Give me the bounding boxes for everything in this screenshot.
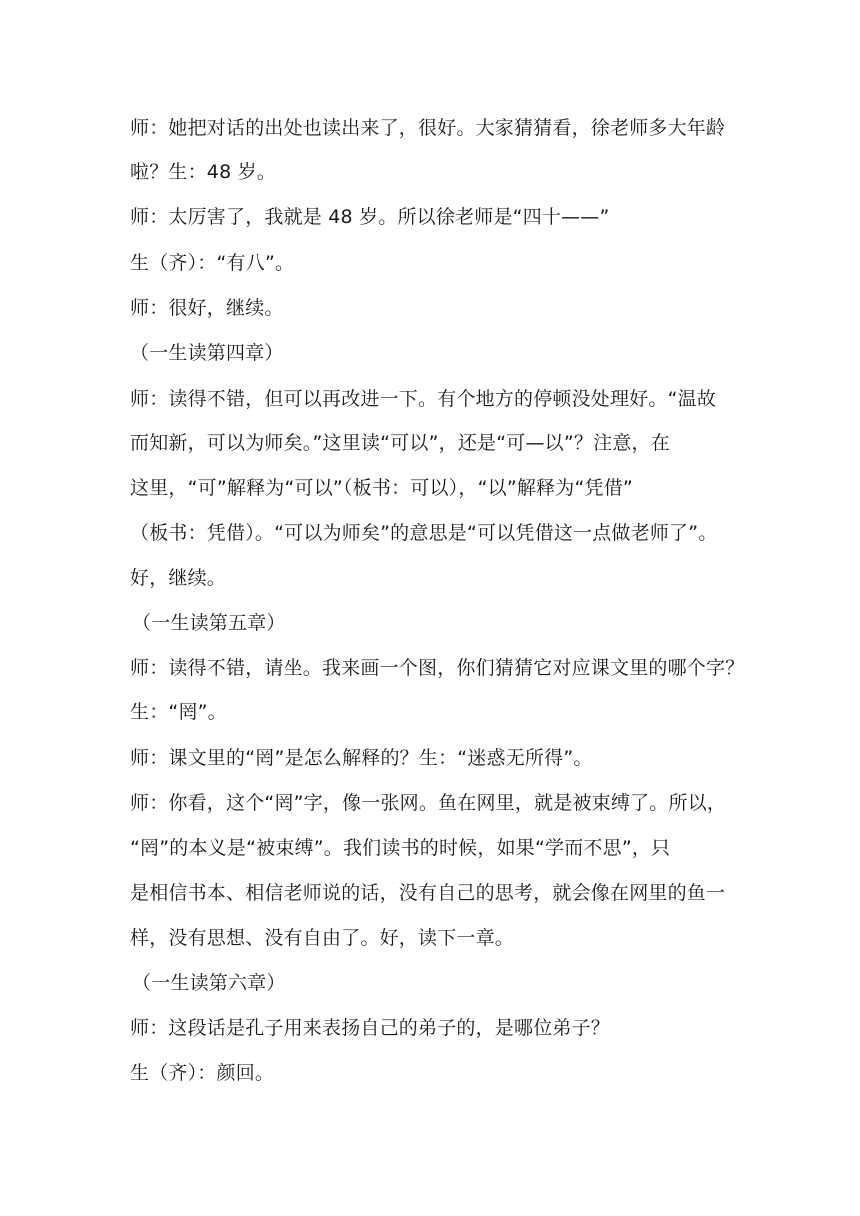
text-line: 师：读得不错，但可以再改进一下。有个地方的停顿没处理好。“温故: [130, 388, 717, 410]
text-line: 师：读得不错，请坐。我来画一个图，你们猜猜它对应课文里的哪个字？: [130, 657, 745, 679]
text-line: 啦？生：48 岁。: [130, 161, 277, 183]
text-line: “罔”的本义是“被束缚”。我们读书的时候，如果“学而不思”，只: [130, 837, 671, 859]
text-line: 师：很好，继续。: [130, 297, 284, 319]
text-line: 师：你看，这个“罔”字，像一张网。鱼在网里，就是被束缚了。所以，: [130, 792, 727, 814]
text-line: 师：太厉害了，我就是 48 岁。所以徐老师是“四十——”: [130, 206, 610, 228]
text-line: （一生读第四章）: [130, 342, 284, 364]
text-line: 是相信书本、相信老师说的话，没有自己的思考，就会像在网里的鱼一: [130, 882, 726, 904]
text-line: （一生读第五章）: [132, 612, 286, 634]
text-line: 师：她把对话的出处也读出来了，很好。大家猜猜看，徐老师多大年龄: [130, 117, 726, 139]
text-line: 好，继续。: [130, 567, 227, 589]
text-line: 生（齐）：“有八”。: [130, 252, 295, 274]
text-line: 生（齐）：颜回。: [130, 1062, 275, 1084]
text-line: 而知新，可以为师矣。”这里读“可以”，还是“可—以”？注意，在: [130, 432, 670, 454]
text-line: 生：“罔”。: [130, 701, 227, 723]
text-line: 这里，“可”解释为“可以”（板书：可以），“以”解释为“凭借”: [130, 477, 633, 499]
text-line: 师：课文里的“罔”是怎么解释的？生：“迷惑无所得”。: [130, 747, 593, 769]
text-line: （一生读第六章）: [132, 972, 286, 994]
text-line: 师：这段话是孔子用来表扬自己的弟子的，是哪位弟子？: [130, 1017, 611, 1039]
text-line: 样，没有思想、没有自由了。好，读下一章。: [130, 927, 515, 949]
text-line: （板书：凭借）。“可以为师矣”的意思是“可以凭借这一点做老师了”。: [130, 522, 718, 544]
